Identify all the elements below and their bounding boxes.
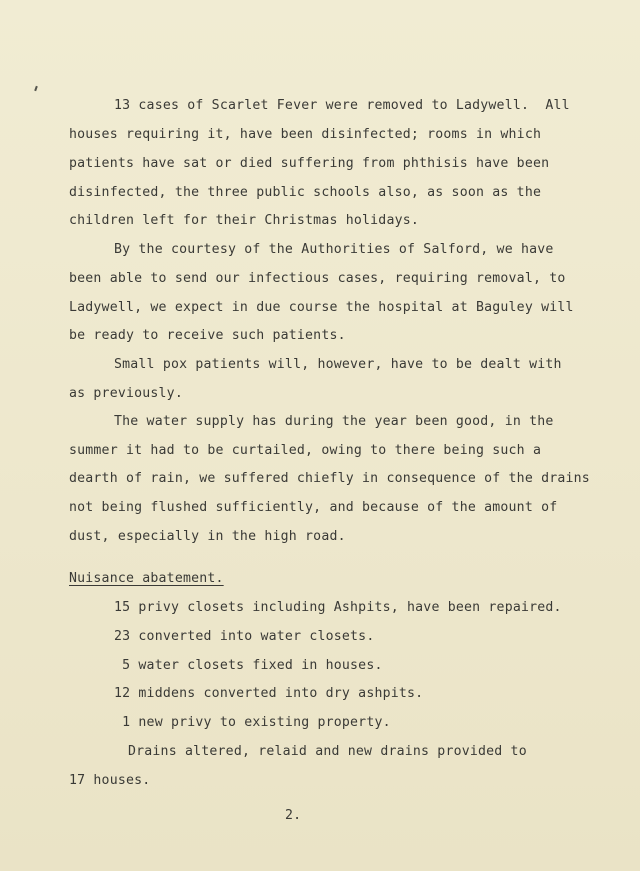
p4-line-5: dust, especially in the high road.	[69, 529, 346, 544]
drains-line-2: 17 houses.	[69, 773, 151, 788]
item-5: 1 new privy to existing property.	[114, 715, 391, 730]
p4-line-1: The water supply has during the year been good, in the	[114, 414, 554, 429]
p1-line-1: 13 cases of Scarlet Fever were removed to Ladywell. All	[114, 98, 570, 113]
p2-line-1: By the courtesy of the Authorities of Salford, we have	[114, 242, 554, 257]
section-heading: Nuisance abatement.	[69, 571, 224, 586]
p3-line-1: Small pox patients will, however, have to be dealt with	[114, 357, 562, 372]
p1-line-4: disinfected, the three public schools also, as soon as the	[69, 185, 542, 200]
p4-line-2: summer it had to be curtailed, owing to there being such a	[69, 443, 542, 458]
page-number: 2.	[285, 808, 302, 823]
drains-line-1: Drains altered, relaid and new drains provided to	[128, 744, 527, 759]
item-3: 5 water closets fixed in houses.	[114, 658, 383, 673]
p1-line-5: children left for their Christmas holidays.	[69, 213, 420, 228]
p3-line-2: as previously.	[69, 386, 183, 401]
p4-line-4: not being flushed sufficiently, and because of the amount of	[69, 500, 558, 515]
p1-line-3: patients have sat or died suffering from phthisis have been	[69, 156, 550, 171]
item-4: 12 middens converted into dry ashpits.	[114, 686, 424, 701]
p2-line-2: been able to send our infectious cases, requiring removal, to	[69, 271, 566, 286]
p4-line-3: dearth of rain, we suffered chiefly in consequence of the drains	[69, 471, 590, 486]
p1-line-2: houses requiring it, have been disinfected; rooms in which	[69, 127, 542, 142]
p2-line-4: be ready to receive such patients.	[69, 328, 346, 343]
p2-line-3: Ladywell, we expect in due course the hospital at Baguley will	[69, 300, 574, 315]
margin-mark	[34, 86, 38, 91]
item-1: 15 privy closets including Ashpits, have been repaired.	[114, 600, 562, 615]
item-2: 23 converted into water closets.	[114, 629, 375, 644]
